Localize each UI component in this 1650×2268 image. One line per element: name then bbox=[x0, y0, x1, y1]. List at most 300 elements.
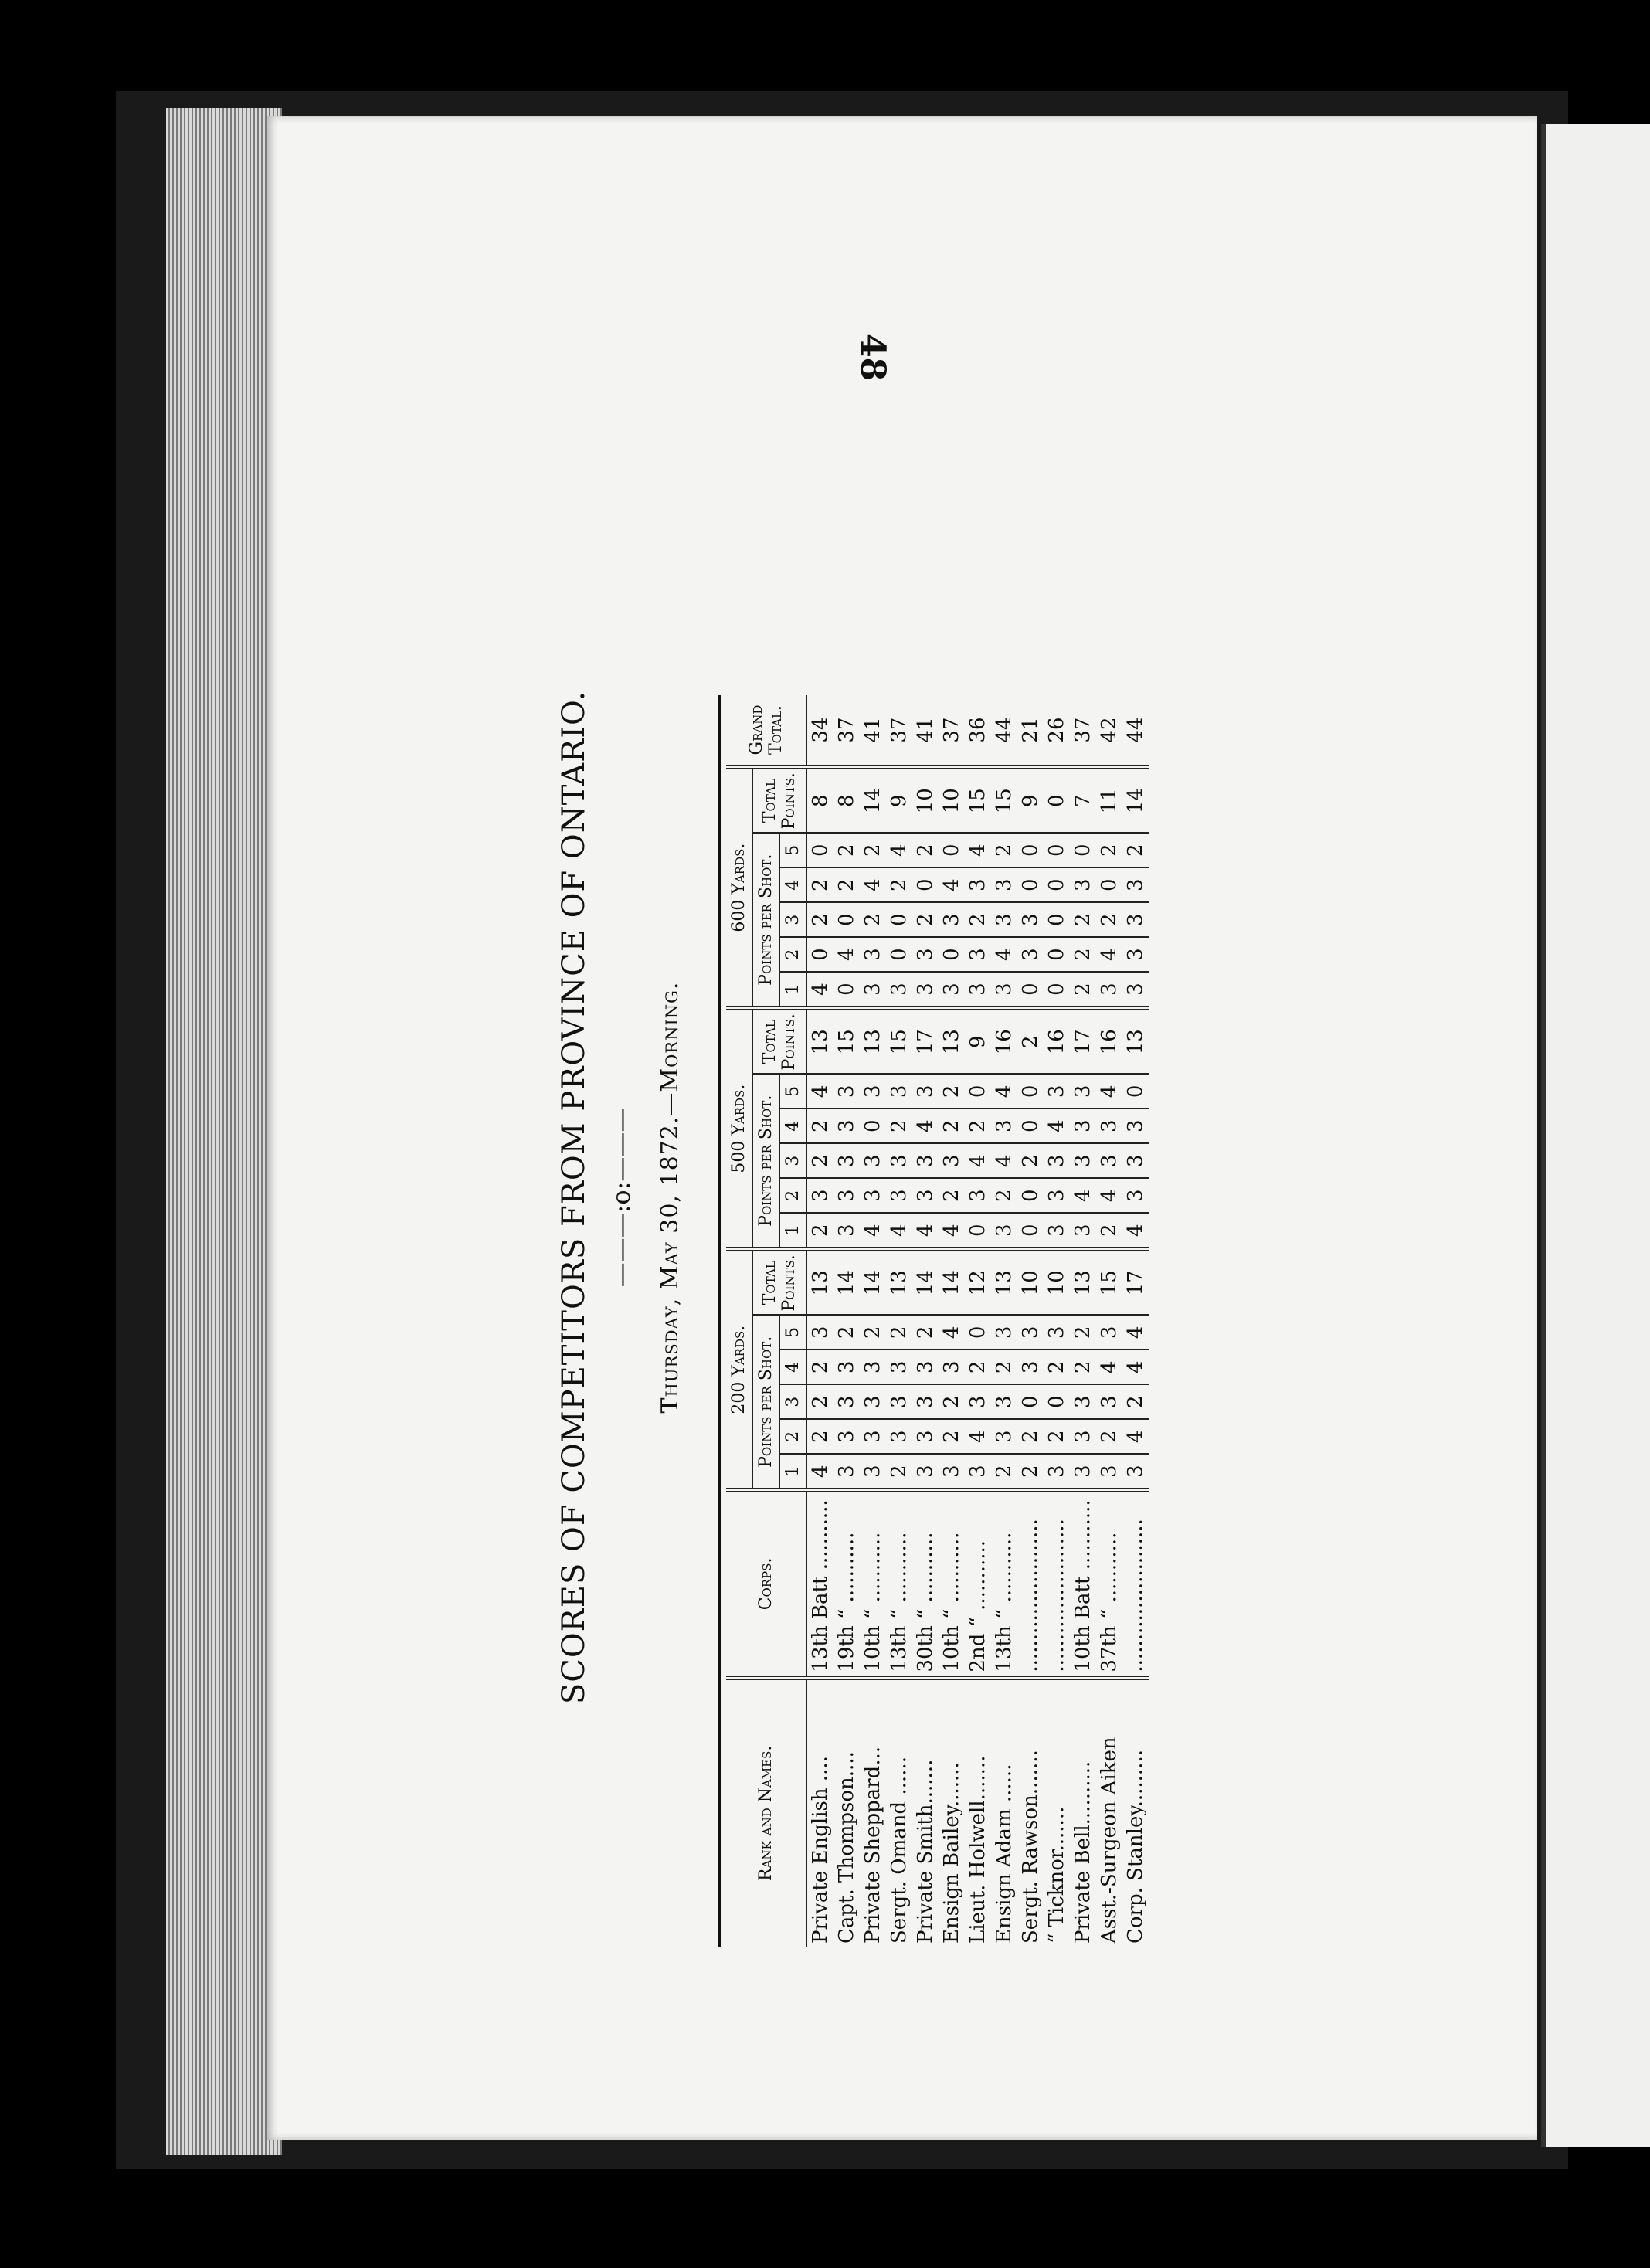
shot-score: 2 bbox=[991, 1178, 1017, 1213]
shot-score: 3 bbox=[965, 1384, 991, 1419]
shot-score: 3 bbox=[965, 1178, 991, 1213]
rotated-content bbox=[124, 425, 1360, 1970]
table-row bbox=[833, 695, 860, 1947]
shot-score: 3 bbox=[1017, 902, 1044, 937]
range-total: 13 bbox=[806, 1008, 833, 1074]
grand-total: 41 bbox=[914, 717, 937, 743]
shot-score: 3 bbox=[886, 1350, 912, 1384]
shot-score: 4 bbox=[806, 1074, 833, 1109]
shot-score: 2 bbox=[991, 1454, 1017, 1490]
shot-score: 0 bbox=[1017, 1384, 1044, 1419]
range-total: 13 bbox=[939, 1008, 965, 1074]
scores-table-wrap bbox=[718, 695, 1149, 1947]
shot-score: 3 bbox=[965, 1454, 991, 1490]
range-total: 0 bbox=[1044, 767, 1070, 833]
shot-score: 0 bbox=[1017, 1213, 1044, 1249]
shot-score: 3 bbox=[965, 867, 991, 902]
shot-score: 4 bbox=[991, 937, 1017, 972]
competitor-corps: ........................ bbox=[1044, 1490, 1070, 1677]
header-total-points-600: Total Points. bbox=[752, 767, 806, 833]
shot-score: 4 bbox=[965, 1143, 991, 1178]
shot-score: 2 bbox=[806, 1109, 833, 1143]
header-points-per-shot-200: Points per Shot. bbox=[752, 1315, 779, 1490]
competitor-corps: ........................ bbox=[1122, 1490, 1149, 1677]
shot-score: 3 bbox=[1096, 1454, 1122, 1490]
shot-score: 3 bbox=[833, 1419, 860, 1454]
shot-score: 4 bbox=[939, 867, 965, 902]
shot-score: 2 bbox=[806, 1143, 833, 1178]
grand-total: 37 bbox=[940, 717, 963, 743]
grand-total: 36 bbox=[966, 717, 990, 743]
shot-score: 4 bbox=[991, 1074, 1017, 1109]
shot-score: 3 bbox=[1070, 1454, 1096, 1490]
range-total: 13 bbox=[806, 1249, 833, 1315]
competitor-name: Private Smith....... bbox=[912, 1678, 939, 1947]
shot-number-header: 3 bbox=[779, 902, 806, 937]
table-row bbox=[1044, 695, 1070, 1947]
shot-score: 3 bbox=[1044, 1315, 1070, 1350]
shot-score: 0 bbox=[1017, 833, 1044, 867]
range-total: 16 bbox=[1044, 1008, 1070, 1074]
shot-score: 3 bbox=[912, 1384, 939, 1419]
shot-score: 0 bbox=[1044, 867, 1070, 902]
shot-score: 2 bbox=[806, 902, 833, 937]
competitor-name: “ Ticknor....... bbox=[1044, 1678, 1070, 1947]
shot-score: 3 bbox=[806, 1178, 833, 1213]
shot-score: 4 bbox=[860, 867, 886, 902]
grand-total: 37 bbox=[1071, 717, 1095, 743]
shot-score: 4 bbox=[912, 1213, 939, 1249]
shot-score: 3 bbox=[860, 1419, 886, 1454]
range-total: 13 bbox=[1122, 1008, 1149, 1074]
shot-score: 3 bbox=[939, 1350, 965, 1384]
shot-score: 3 bbox=[860, 937, 886, 972]
shot-score: 4 bbox=[1122, 1315, 1149, 1350]
shot-score: 4 bbox=[991, 1143, 1017, 1178]
shot-score: 2 bbox=[939, 1384, 965, 1419]
shot-score: 2 bbox=[1044, 1419, 1070, 1454]
shot-score: 3 bbox=[1070, 1384, 1096, 1419]
shot-score: 3 bbox=[991, 1213, 1017, 1249]
shot-score: 3 bbox=[991, 902, 1017, 937]
grand-total: 41 bbox=[861, 717, 884, 743]
grand-total: 21 bbox=[1019, 717, 1042, 743]
shot-score: 0 bbox=[1122, 1074, 1149, 1109]
competitor-corps: 19th “ ........... bbox=[833, 1490, 860, 1677]
shot-score: 3 bbox=[833, 1384, 860, 1419]
range-total: 11 bbox=[1096, 767, 1122, 833]
shot-score: 3 bbox=[1070, 1143, 1096, 1178]
shot-number-header: 2 bbox=[779, 937, 806, 972]
shot-score: 4 bbox=[1096, 1074, 1122, 1109]
shot-number-header: 1 bbox=[779, 972, 806, 1008]
header-grand-total: Grand Total. bbox=[726, 695, 806, 767]
shot-score: 3 bbox=[886, 1419, 912, 1454]
shot-number-header: 5 bbox=[779, 833, 806, 867]
range-total: 14 bbox=[912, 1249, 939, 1315]
shot-score: 3 bbox=[991, 1315, 1017, 1350]
shot-score: 2 bbox=[1017, 1419, 1044, 1454]
shot-score: 3 bbox=[1017, 1350, 1044, 1384]
range-total: 15 bbox=[965, 767, 991, 833]
shot-score: 0 bbox=[965, 1315, 991, 1350]
shot-score: 3 bbox=[912, 1143, 939, 1178]
header-points-per-shot-600: Points per Shot. bbox=[752, 833, 779, 1008]
table-top-rule bbox=[718, 695, 726, 1947]
shot-score: 3 bbox=[833, 1350, 860, 1384]
range-total: 7 bbox=[1070, 767, 1096, 833]
range-total: 17 bbox=[1122, 1249, 1149, 1315]
competitor-corps: 2nd “ ........... bbox=[965, 1490, 991, 1677]
grand-total: 37 bbox=[835, 717, 858, 743]
shot-score: 0 bbox=[1017, 972, 1044, 1008]
shot-score: 2 bbox=[1096, 1213, 1122, 1249]
range-total: 14 bbox=[860, 1249, 886, 1315]
shot-score: 4 bbox=[939, 1315, 965, 1350]
header-rank-names: Rank and Names. bbox=[726, 1678, 806, 1947]
competitor-corps: 10th “ ........... bbox=[860, 1490, 886, 1677]
shot-score: 2 bbox=[912, 902, 939, 937]
shot-score: 0 bbox=[1070, 833, 1096, 867]
header-total-points-200: Total Points. bbox=[752, 1249, 806, 1315]
range-total: 9 bbox=[886, 767, 912, 833]
shot-number-header: 2 bbox=[779, 1178, 806, 1213]
shot-score: 3 bbox=[1070, 867, 1096, 902]
shot-score: 3 bbox=[991, 867, 1017, 902]
shot-score: 3 bbox=[833, 1454, 860, 1490]
shot-score: 2 bbox=[939, 1074, 965, 1109]
shot-score: 2 bbox=[912, 833, 939, 867]
competitor-name: Ensign Bailey....... bbox=[939, 1678, 965, 1947]
shot-score: 3 bbox=[1044, 1454, 1070, 1490]
shot-score: 0 bbox=[1044, 833, 1070, 867]
page-subtitle: Thursday, May 30, 1872.—Morning. bbox=[657, 981, 684, 1414]
facing-page bbox=[1541, 124, 1650, 2147]
competitor-corps: 13th “ ........... bbox=[991, 1490, 1017, 1677]
range-total: 14 bbox=[939, 1249, 965, 1315]
shot-score: 3 bbox=[886, 1384, 912, 1419]
shot-score: 2 bbox=[886, 1315, 912, 1350]
shot-score: 3 bbox=[860, 972, 886, 1008]
range-total: 14 bbox=[860, 767, 886, 833]
shot-score: 2 bbox=[860, 902, 886, 937]
shot-score: 2 bbox=[965, 902, 991, 937]
shot-number-header: 2 bbox=[779, 1419, 806, 1454]
shot-score: 2 bbox=[939, 1419, 965, 1454]
grand-total: 26 bbox=[1045, 717, 1068, 743]
table-row bbox=[860, 695, 886, 1947]
shot-score: 3 bbox=[860, 1454, 886, 1490]
shot-score: 0 bbox=[806, 937, 833, 972]
shot-score: 2 bbox=[833, 833, 860, 867]
header-500-yards: 500 Yards. bbox=[726, 1008, 752, 1249]
shot-number-header: 3 bbox=[779, 1384, 806, 1419]
page-number: 48 bbox=[853, 334, 892, 382]
range-total: 15 bbox=[991, 767, 1017, 833]
shot-score: 4 bbox=[912, 1109, 939, 1143]
shot-score: 4 bbox=[806, 1454, 833, 1490]
shot-score: 3 bbox=[1044, 1178, 1070, 1213]
shot-score: 0 bbox=[1017, 1109, 1044, 1143]
range-total: 9 bbox=[965, 1008, 991, 1074]
shot-score: 2 bbox=[1122, 833, 1149, 867]
shot-score: 2 bbox=[1096, 833, 1122, 867]
competitor-corps: 13th “ ........... bbox=[886, 1490, 912, 1677]
shot-score: 3 bbox=[1096, 1315, 1122, 1350]
shot-score: 3 bbox=[886, 1143, 912, 1178]
shot-score: 0 bbox=[1017, 1074, 1044, 1109]
shot-score: 3 bbox=[912, 1350, 939, 1384]
shot-score: 3 bbox=[1096, 1109, 1122, 1143]
shot-number-header: 4 bbox=[779, 867, 806, 902]
shot-score: 0 bbox=[965, 1213, 991, 1249]
competitor-name: Corp. Stanley......... bbox=[1122, 1678, 1149, 1947]
shot-score: 3 bbox=[860, 1178, 886, 1213]
shot-score: 4 bbox=[1096, 1350, 1122, 1384]
shot-score: 2 bbox=[1096, 1419, 1122, 1454]
shot-score: 3 bbox=[833, 1178, 860, 1213]
shot-number-header: 5 bbox=[779, 1074, 806, 1109]
shot-score: 0 bbox=[939, 937, 965, 972]
shot-score: 0 bbox=[1044, 902, 1070, 937]
shot-score: 2 bbox=[886, 1454, 912, 1490]
shot-score: 3 bbox=[912, 1419, 939, 1454]
shot-score: 4 bbox=[1122, 1419, 1149, 1454]
shot-score: 3 bbox=[1044, 1143, 1070, 1178]
shot-score: 0 bbox=[1017, 867, 1044, 902]
shot-score: 2 bbox=[833, 867, 860, 902]
range-total: 8 bbox=[833, 767, 860, 833]
shot-score: 3 bbox=[912, 1454, 939, 1490]
shot-number-header: 1 bbox=[779, 1454, 806, 1490]
grand-total: 42 bbox=[1098, 717, 1121, 743]
competitor-corps: 10th Batt ........... bbox=[1070, 1490, 1096, 1677]
shot-score: 0 bbox=[1096, 867, 1122, 902]
shot-score: 3 bbox=[1122, 972, 1149, 1008]
shot-score: 4 bbox=[965, 1419, 991, 1454]
competitor-corps: 37th “ ........... bbox=[1096, 1490, 1122, 1677]
shot-score: 3 bbox=[860, 1384, 886, 1419]
range-total: 16 bbox=[991, 1008, 1017, 1074]
shot-score: 3 bbox=[860, 1074, 886, 1109]
shot-number-header: 3 bbox=[779, 1143, 806, 1178]
shot-score: 3 bbox=[1122, 937, 1149, 972]
shot-score: 4 bbox=[833, 937, 860, 972]
shot-score: 3 bbox=[860, 1350, 886, 1384]
shot-score: 3 bbox=[833, 1143, 860, 1178]
shot-score: 0 bbox=[833, 902, 860, 937]
shot-score: 3 bbox=[1122, 867, 1149, 902]
competitor-name: Private Bell.......... bbox=[1070, 1678, 1096, 1947]
shot-score: 3 bbox=[1122, 1109, 1149, 1143]
competitor-name: Lieut. Holwell....... bbox=[965, 1678, 991, 1947]
shot-score: 3 bbox=[833, 1074, 860, 1109]
range-total: 10 bbox=[1017, 1249, 1044, 1315]
shot-score: 3 bbox=[1122, 902, 1149, 937]
table-row bbox=[939, 695, 965, 1947]
table-row bbox=[965, 695, 991, 1947]
shot-score: 0 bbox=[1044, 972, 1070, 1008]
table-row bbox=[806, 695, 833, 1947]
shot-score: 3 bbox=[1070, 1419, 1096, 1454]
shot-number-header: 4 bbox=[779, 1350, 806, 1384]
shot-score: 3 bbox=[1070, 1109, 1096, 1143]
shot-score: 0 bbox=[1044, 1384, 1070, 1419]
shot-score: 3 bbox=[912, 1074, 939, 1109]
shot-score: 3 bbox=[965, 937, 991, 972]
shot-score: 2 bbox=[886, 1109, 912, 1143]
range-total: 13 bbox=[886, 1249, 912, 1315]
shot-score: 2 bbox=[860, 833, 886, 867]
range-total: 9 bbox=[1017, 767, 1044, 833]
shot-score: 3 bbox=[886, 972, 912, 1008]
shot-score: 3 bbox=[1070, 1213, 1096, 1249]
shot-score: 3 bbox=[939, 1454, 965, 1490]
competitor-corps: 30th “ ........... bbox=[912, 1490, 939, 1677]
shot-score: 3 bbox=[1044, 1213, 1070, 1249]
shot-score: 4 bbox=[1070, 1178, 1096, 1213]
competitor-name: Private English .... bbox=[806, 1678, 833, 1947]
shot-score: 4 bbox=[965, 833, 991, 867]
shot-score: 2 bbox=[965, 1350, 991, 1384]
shot-score: 3 bbox=[806, 1315, 833, 1350]
competitor-name: Ensign Adam ...... bbox=[991, 1678, 1017, 1947]
table-row bbox=[886, 695, 912, 1947]
shot-score: 3 bbox=[912, 972, 939, 1008]
table-row bbox=[1017, 695, 1044, 1947]
shot-number-header: 4 bbox=[779, 1109, 806, 1143]
shot-score: 3 bbox=[1044, 1074, 1070, 1109]
shot-score: 0 bbox=[806, 833, 833, 867]
shot-score: 2 bbox=[939, 1109, 965, 1143]
shot-score: 4 bbox=[886, 833, 912, 867]
grand-total: 44 bbox=[993, 717, 1016, 743]
range-total: 13 bbox=[1070, 1249, 1096, 1315]
range-total: 14 bbox=[833, 1249, 860, 1315]
range-total: 13 bbox=[860, 1008, 886, 1074]
range-total: 2 bbox=[1017, 1008, 1044, 1074]
scores-body bbox=[806, 695, 1149, 1947]
shot-score: 0 bbox=[860, 1109, 886, 1143]
shot-score: 3 bbox=[860, 1143, 886, 1178]
shot-score: 3 bbox=[833, 1213, 860, 1249]
grand-total: 37 bbox=[888, 717, 911, 743]
shot-score: 3 bbox=[991, 1419, 1017, 1454]
shot-score: 2 bbox=[806, 1350, 833, 1384]
range-total: 10 bbox=[912, 767, 939, 833]
shot-score: 4 bbox=[1122, 1350, 1149, 1384]
shot-score: 3 bbox=[939, 902, 965, 937]
header-corps: Corps. bbox=[726, 1490, 806, 1677]
shot-score: 2 bbox=[939, 1178, 965, 1213]
shot-score: 0 bbox=[965, 1074, 991, 1109]
shot-score: 3 bbox=[886, 1178, 912, 1213]
table-row bbox=[1122, 695, 1149, 1947]
table-row bbox=[991, 695, 1017, 1947]
header-200-yards: 200 Yards. bbox=[726, 1249, 752, 1490]
shot-score: 4 bbox=[1096, 937, 1122, 972]
competitor-name: Asst.-Surgeon Aiken bbox=[1096, 1678, 1122, 1947]
range-total: 10 bbox=[1044, 1249, 1070, 1315]
shot-score: 3 bbox=[1122, 1143, 1149, 1178]
shot-score: 3 bbox=[1017, 937, 1044, 972]
range-total: 15 bbox=[1096, 1249, 1122, 1315]
shot-score: 2 bbox=[806, 1384, 833, 1419]
shot-number-header: 5 bbox=[779, 1315, 806, 1350]
shot-score: 2 bbox=[965, 1109, 991, 1143]
range-total: 10 bbox=[939, 767, 965, 833]
competitor-name: Sergt. Omand ...... bbox=[886, 1678, 912, 1947]
shot-score: 2 bbox=[1096, 902, 1122, 937]
shot-score: 3 bbox=[1096, 972, 1122, 1008]
shot-score: 3 bbox=[1096, 1143, 1122, 1178]
shot-score: 4 bbox=[1122, 1213, 1149, 1249]
range-total: 17 bbox=[1070, 1008, 1096, 1074]
shot-score: 2 bbox=[806, 1419, 833, 1454]
shot-score: 3 bbox=[886, 1074, 912, 1109]
shot-score: 3 bbox=[939, 972, 965, 1008]
header-600-yards: 600 Yards. bbox=[726, 767, 752, 1008]
shot-score: 3 bbox=[833, 1109, 860, 1143]
shot-score: 0 bbox=[886, 902, 912, 937]
shot-score: 2 bbox=[991, 1350, 1017, 1384]
shot-score: 2 bbox=[1044, 1350, 1070, 1384]
competitor-corps: 13th Batt ........... bbox=[806, 1490, 833, 1677]
range-total: 16 bbox=[1096, 1008, 1122, 1074]
competitor-name: Capt. Thompson.... bbox=[833, 1678, 860, 1947]
header-points-per-shot-500: Points per Shot. bbox=[752, 1074, 779, 1249]
shot-score: 3 bbox=[991, 1384, 1017, 1419]
grand-total: 44 bbox=[1124, 717, 1147, 743]
shot-score: 4 bbox=[860, 1213, 886, 1249]
shot-number-header: 1 bbox=[779, 1213, 806, 1249]
shot-score: 0 bbox=[1044, 937, 1070, 972]
shot-score: 2 bbox=[1017, 1143, 1044, 1178]
shot-score: 3 bbox=[991, 1109, 1017, 1143]
range-total: 14 bbox=[1122, 767, 1149, 833]
shot-score: 2 bbox=[886, 867, 912, 902]
shot-score: 2 bbox=[1070, 1350, 1096, 1384]
table-row bbox=[1096, 695, 1122, 1947]
shot-score: 3 bbox=[1017, 1315, 1044, 1350]
shot-score: 2 bbox=[860, 1315, 886, 1350]
shot-score: 2 bbox=[806, 1213, 833, 1249]
shot-score: 2 bbox=[912, 1315, 939, 1350]
shot-score: 0 bbox=[833, 972, 860, 1008]
range-total: 17 bbox=[912, 1008, 939, 1074]
shot-score: 4 bbox=[939, 1213, 965, 1249]
competitor-name: Private Sheppard... bbox=[860, 1678, 886, 1947]
shot-score: 2 bbox=[1070, 972, 1096, 1008]
shot-score: 0 bbox=[1017, 1178, 1044, 1213]
shot-score: 0 bbox=[939, 833, 965, 867]
shot-score: 3 bbox=[1070, 1074, 1096, 1109]
shot-score: 3 bbox=[939, 1143, 965, 1178]
shot-score: 2 bbox=[833, 1315, 860, 1350]
shot-score: 2 bbox=[806, 867, 833, 902]
shot-score: 3 bbox=[1096, 1384, 1122, 1419]
shot-score: 3 bbox=[965, 972, 991, 1008]
ornament-divider: ———:o:——— bbox=[606, 1107, 636, 1288]
table-row bbox=[1070, 695, 1096, 1947]
shot-score: 4 bbox=[886, 1213, 912, 1249]
range-total: 12 bbox=[965, 1249, 991, 1315]
range-total: 15 bbox=[833, 1008, 860, 1074]
range-total: 15 bbox=[886, 1008, 912, 1074]
competitor-corps: 10th “ ........... bbox=[939, 1490, 965, 1677]
scores-table bbox=[726, 695, 1149, 1947]
range-total: 13 bbox=[991, 1249, 1017, 1315]
